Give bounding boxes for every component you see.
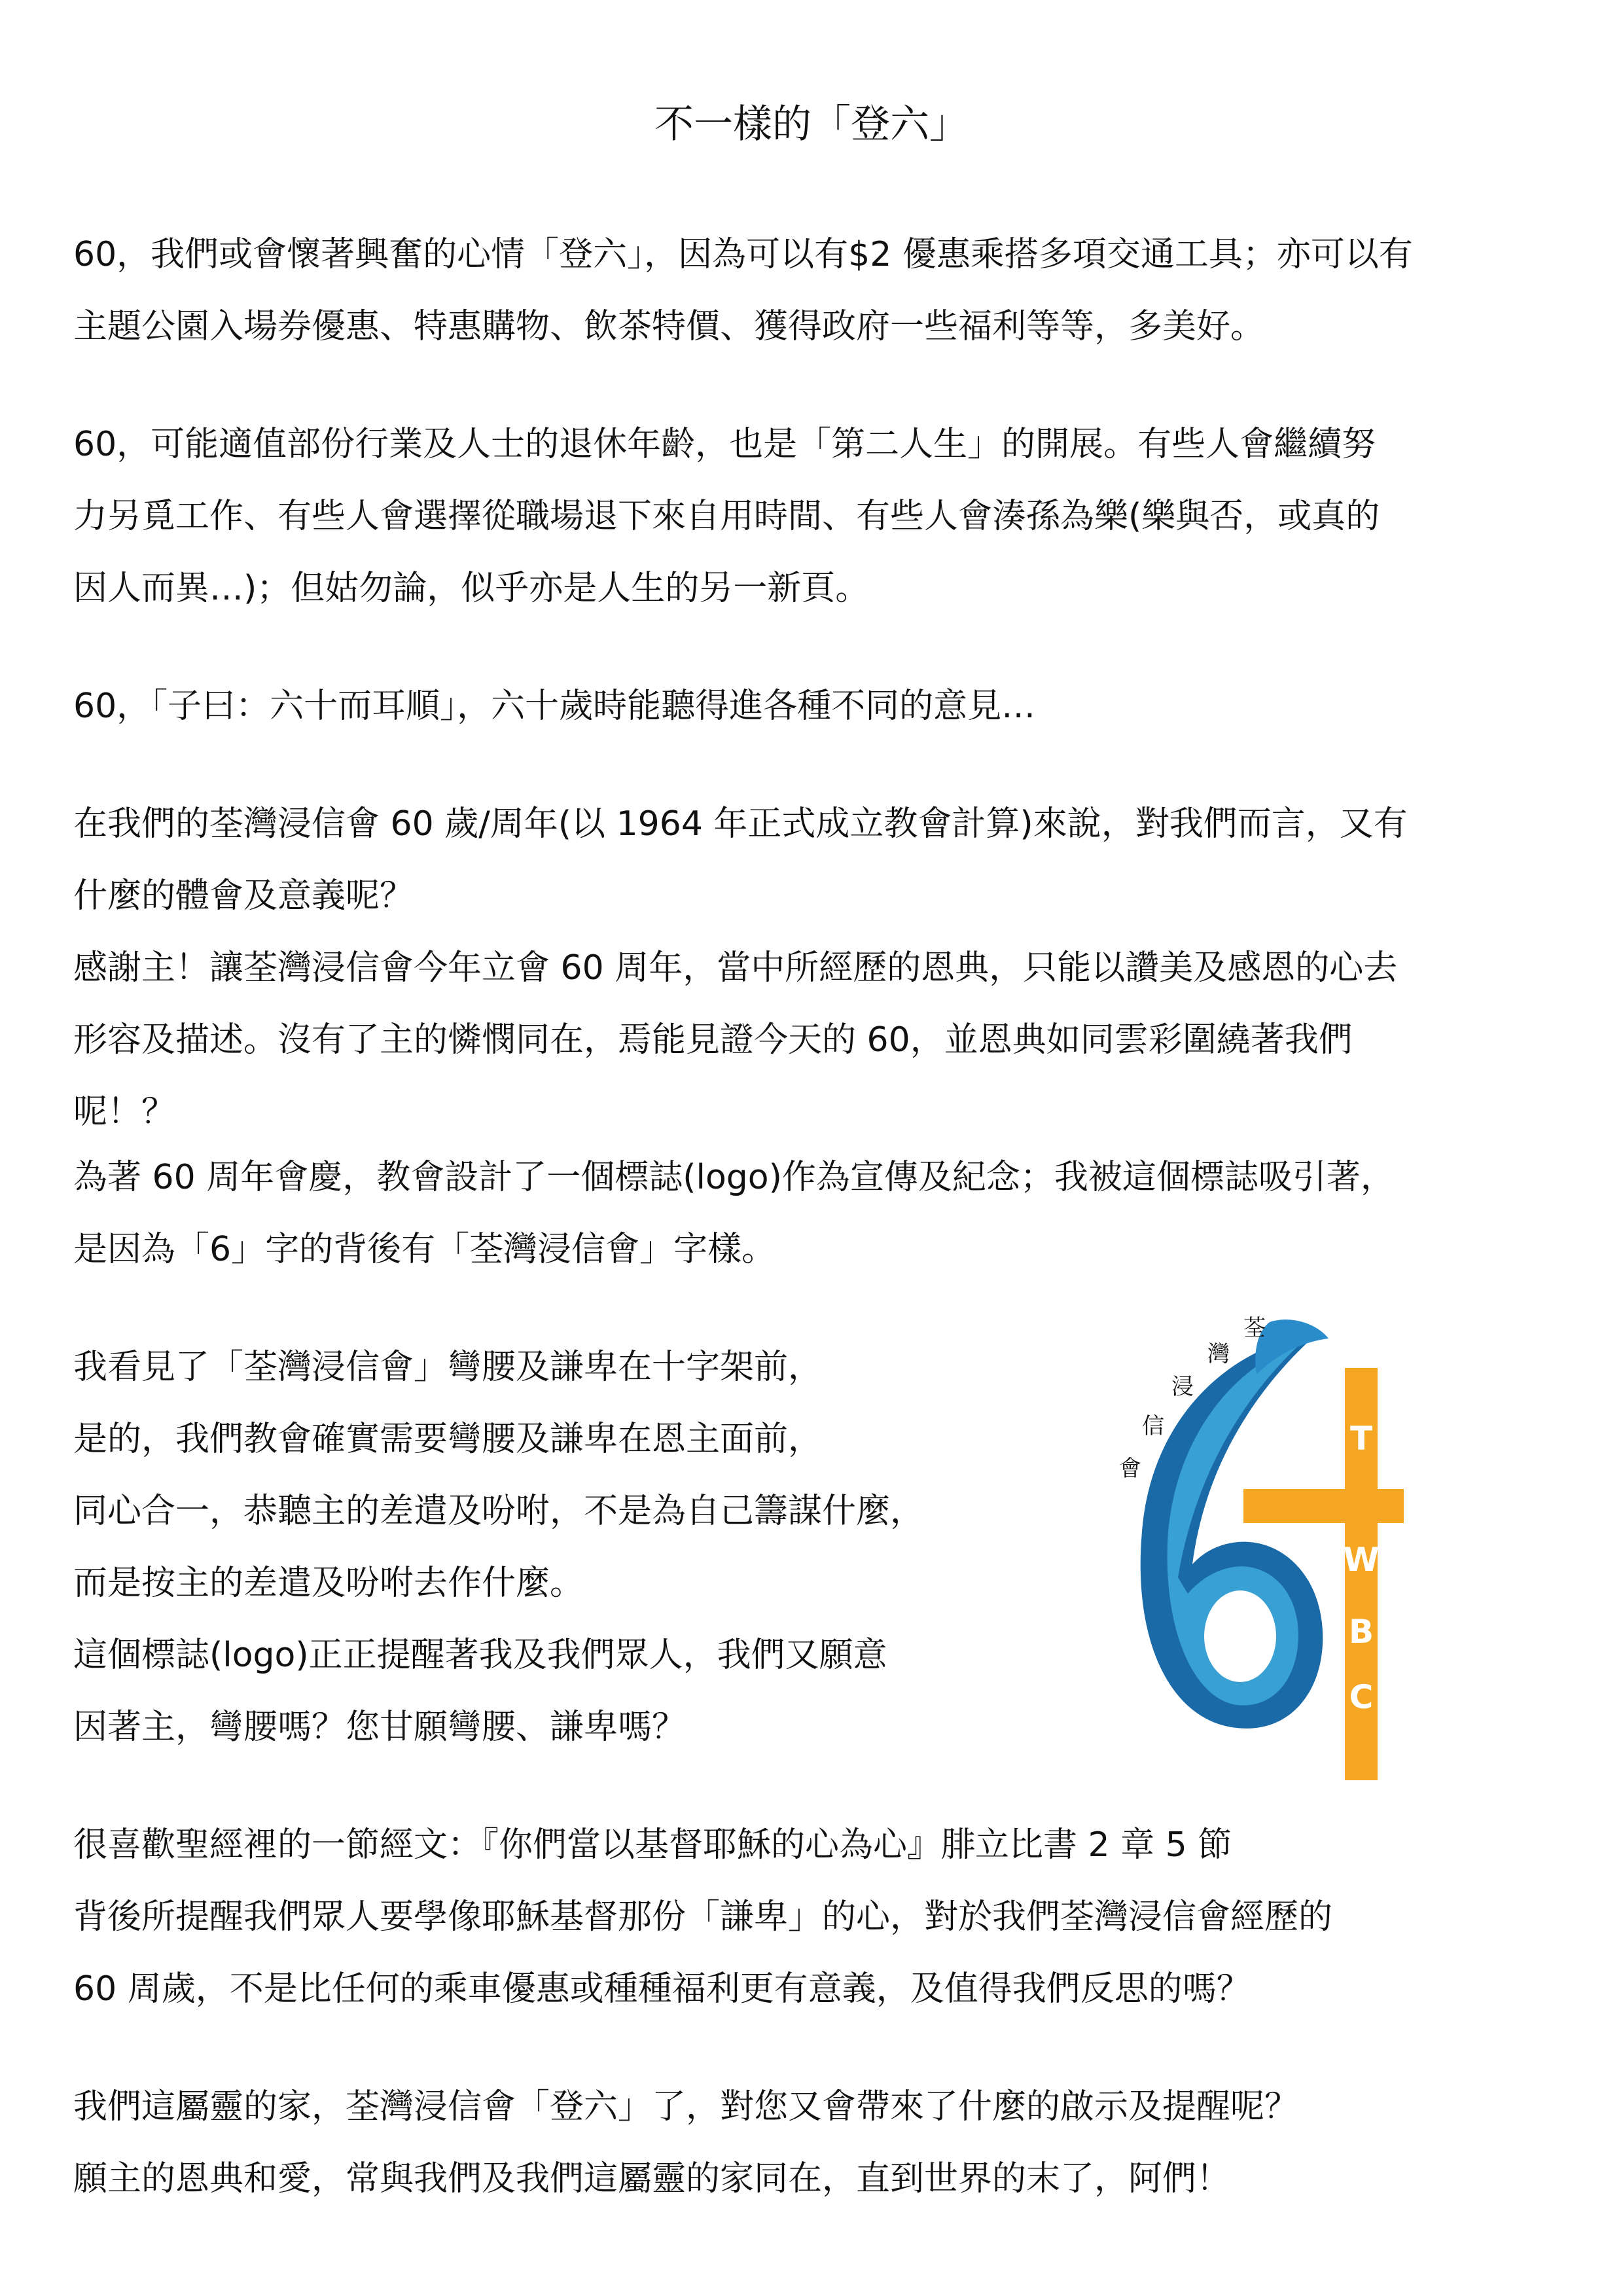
logo-letter-w: W [1343,1541,1380,1579]
paragraph-confucius: 60，「子曰：六十而耳順」，六十歲時能聽得進各種不同的意見… [73,687,1036,726]
logo-letter-b: B [1348,1613,1374,1651]
six-shape [1141,1319,1329,1729]
logo-church-char-3: 浸 [1171,1374,1194,1400]
paragraph-retirement: 60，可能適值部份行業及人士的退休年齡，也是「第二人生」的開展。有些人會繼續努 力另覓工作、有些人會選擇從職場退下來自用時間、有些人會湊孫為樂(樂與否，或真的 因人而異…)；但姑勿論，似乎亦是人生的另一新頁。 [73,425,1380,608]
paragraph-discounts: 60，我們或會懷著興奮的心情「登六」，因為可以有$2 優惠乘搭多項交通工具；亦可以有 主題公園入場券優惠、特惠購物、飲茶特價、獲得政府一些福利等等，多美好。 [73,235,1413,346]
logo-letter-c: C [1349,1678,1374,1716]
paragraph-anniversary: 在我們的荃灣浸信會 60 歲/周年(以 1964 年正式成立教會計算)來說，對我們而言，又有 什麼的體會及意義呢？ 感謝主！讓荃灣浸信會今年立會 60 周年，當中所經歷的恩典，只能以讚美及感恩的心去 形容及描述。沒有了主的憐憫同在，焉能見證今天的 60，並恩典如同雲彩圍繞著我們 呢！？ [73,804,1408,1132]
anniversary-logo [1080,1316,1407,1787]
paragraph-closing: 我們這屬靈的家，荃灣浸信會「登六」了，對您又會帶來了什麼的啟示及提醒呢？ 願主的恩典和愛，常與我們及我們這屬靈的家同在，直到世界的末了，阿們！ [73,2087,1299,2198]
logo-church-char-1: 荃 [1243,1316,1266,1341]
logo-church-char-4: 信 [1142,1413,1164,1439]
paragraph-scripture: 很喜歡聖經裡的一節經文：『你們當以基督耶穌的心為心』腓立比書 2 章 5 節 背後所提醒我們眾人要學像耶穌基督那份「謙卑」的心，對於我們荃灣浸信會經歷的 60 周歲，不是比任何的乘車優惠或種種福利更有意義，及值得我們反思的嗎？ [73,1825,1333,2009]
logo-letter-t: T [1349,1420,1373,1458]
document-title: 不一樣的「登六」 [654,101,969,147]
logo-church-char-2: 灣 [1207,1341,1230,1367]
paragraph-logo-design: 為著 60 周年會慶，教會設計了一個標誌(logo)作為宣傳及紀念；我被這個標誌吸引著， 是因為「6」字的背後有「荃灣浸信會」字樣。 [73,1158,1395,1269]
logo-church-char-5: 會 [1119,1456,1141,1482]
paragraph-humility: 我看見了「荃灣浸信會」彎腰及謙卑在十字架前， 是的，我們教會確實需要彎腰及謙卑在恩主面前， 同心合一，恭聽主的差遣及吩咐，不是為自己籌謀什麼， 而是按主的差遣及吩咐去作什麼。 這個標誌(logo)正正提醒著我及我們眾人，我們又願意 因著主，彎腰嗎？您甘願彎腰、謙卑嗎？ [73,1348,925,1747]
